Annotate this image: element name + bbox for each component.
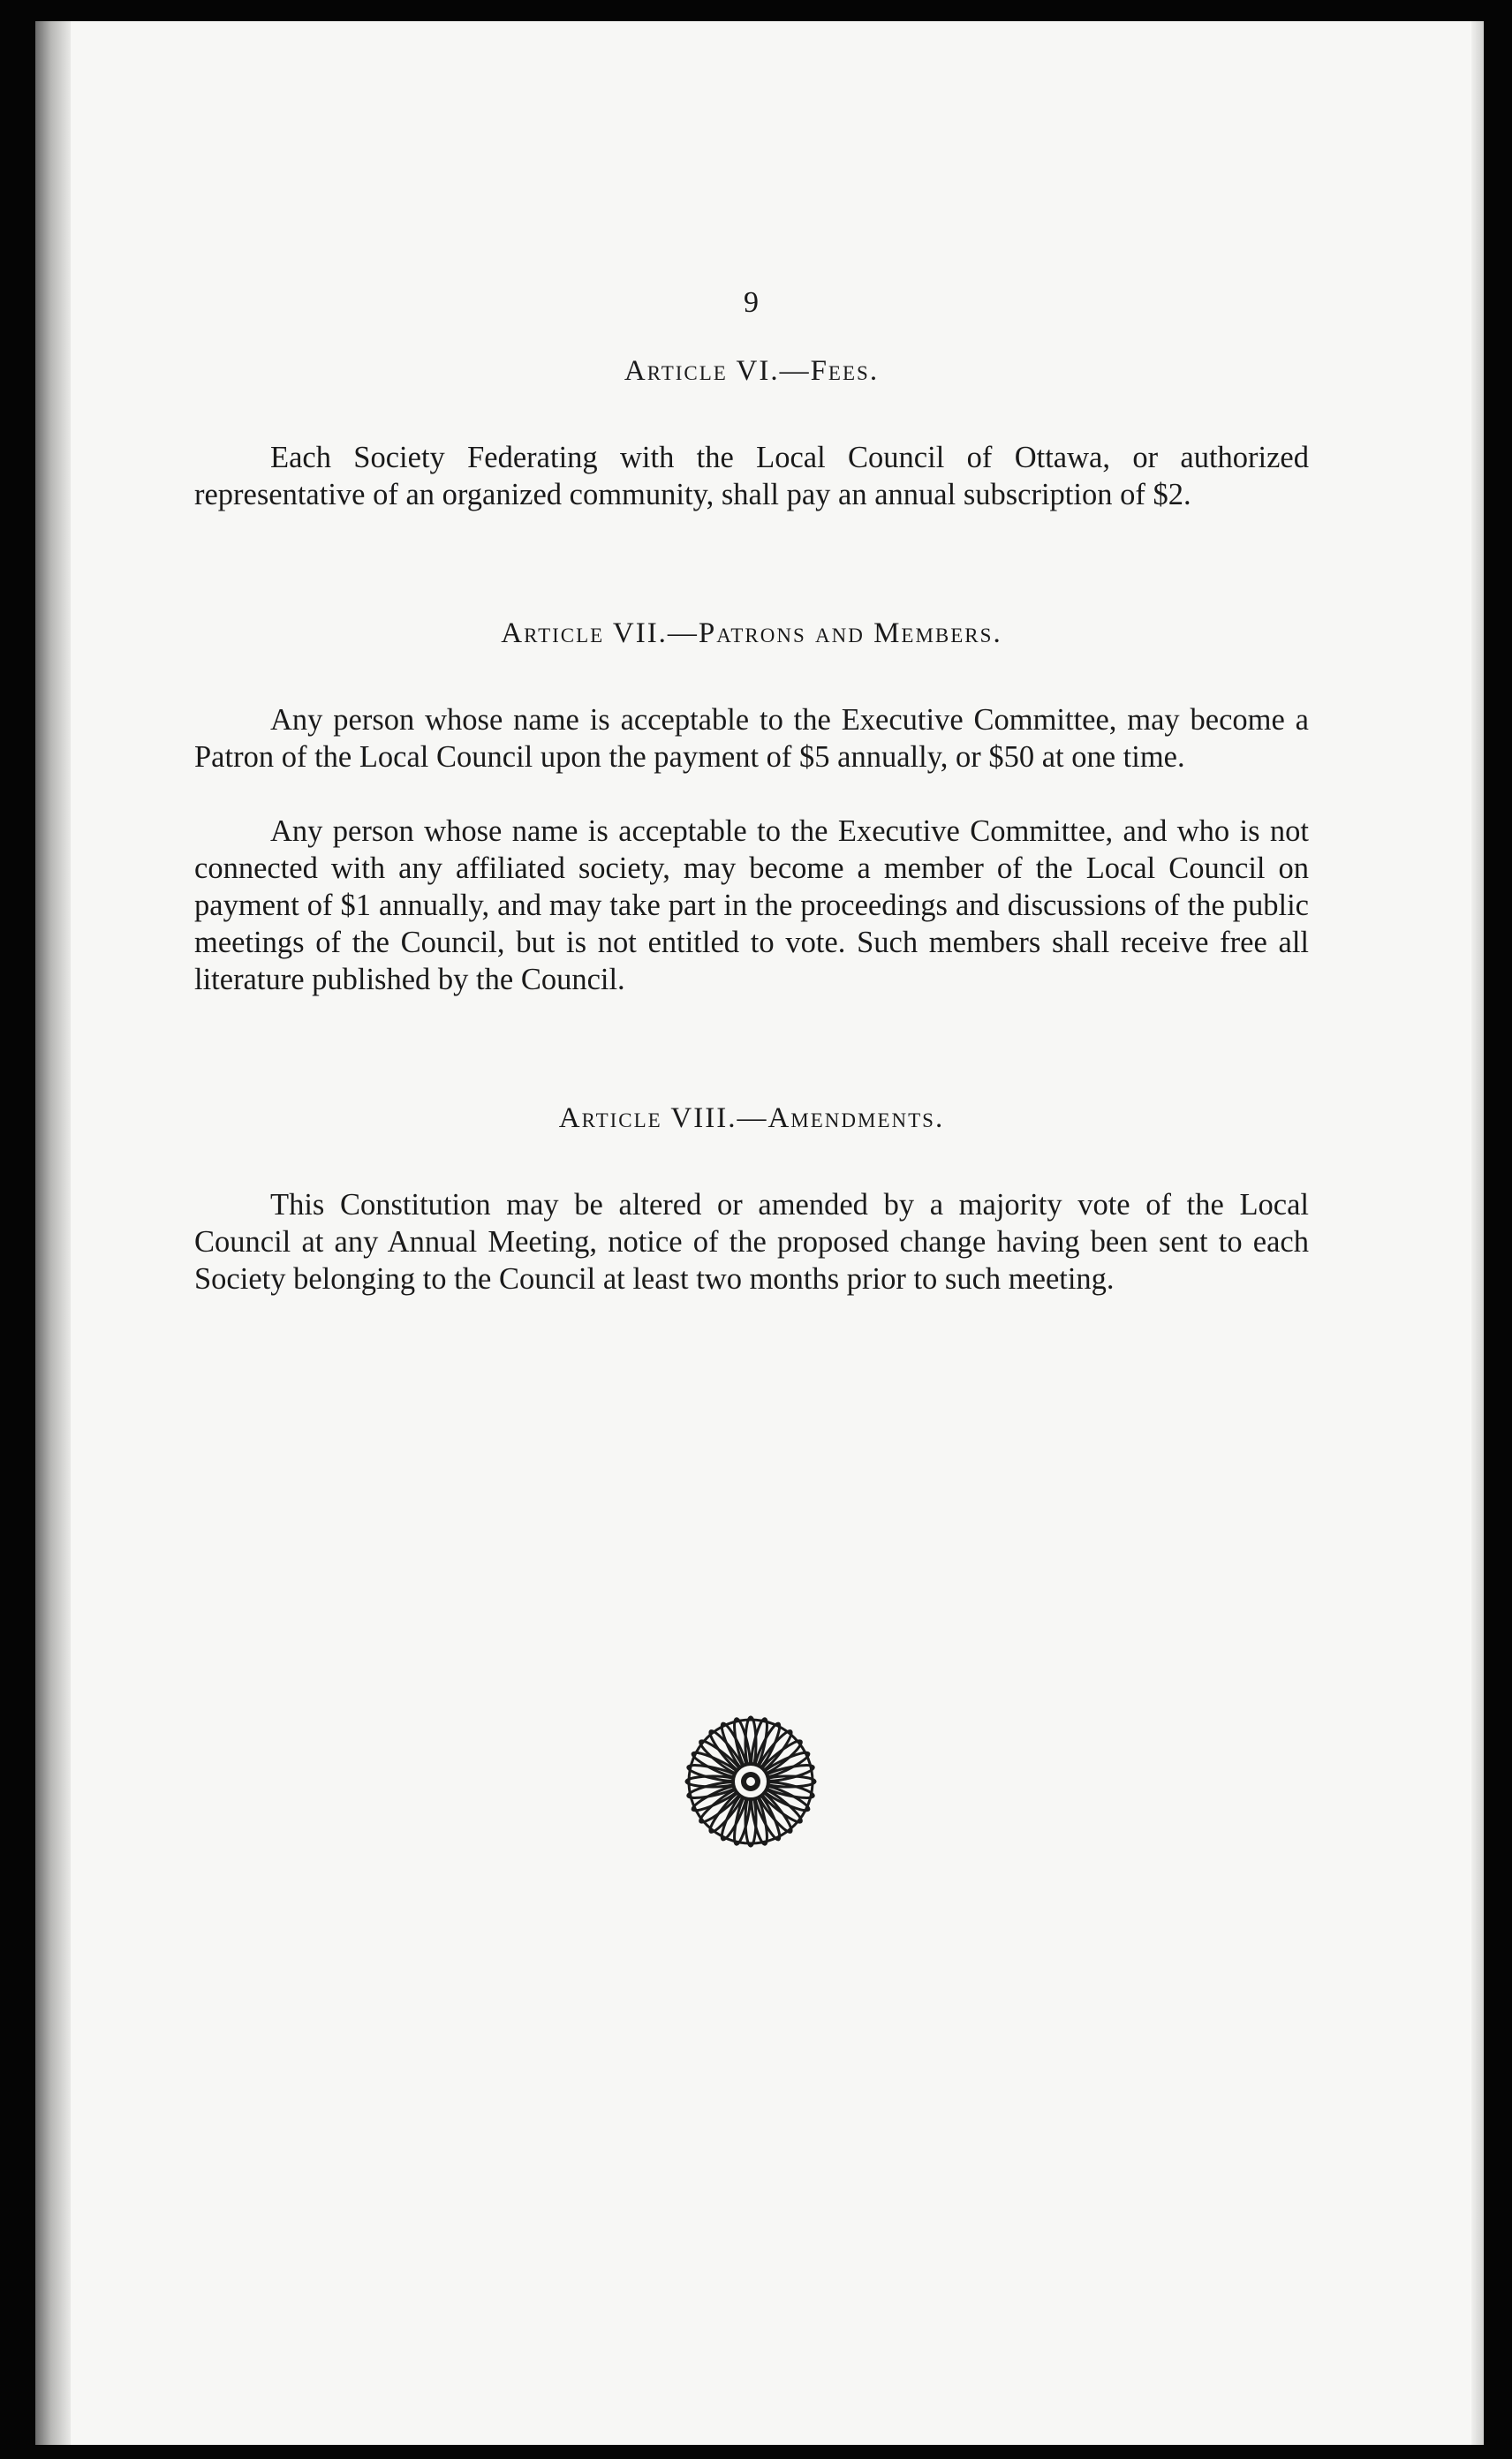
- article-vii-section: [194, 617, 1309, 998]
- article-vi-heading: Article VI.—Fees.: [624, 355, 880, 387]
- page-edge: [1471, 21, 1484, 2445]
- article-vii-heading: Article VII.—Patrons and Members.: [501, 617, 1002, 649]
- article-vi-paragraph: Each Society Federating with the Local Council of Ottawa, or authorized representative of an organized community, shall pay an annual subscription of $2.: [194, 441, 1309, 511]
- page-number: 9: [744, 286, 760, 319]
- article-viii-section: [194, 1102, 1309, 1298]
- daisy-rosette-icon: [684, 1715, 817, 1848]
- document-page: [35, 21, 1484, 2445]
- article-vii-paragraph-members: Any person whose name is acceptable to the Executive Committee, and who is not connected with any affiliated society, may become a member of the Local Council on payment of $1 annually, and may take part in the proceedings and discussions of the public meetings of the Council, but is not entitled to vote. Such members shall receive free all literature published by the Council.: [194, 814, 1309, 996]
- article-vii-paragraph-patrons: Any person whose name is acceptable to the Executive Committee, may become a Patron of the Local Council upon the payment of $5 annually, or $50 at one time.: [194, 703, 1309, 774]
- binding-gutter: [35, 21, 71, 2445]
- article-vi-section: [194, 355, 1309, 513]
- article-viii-heading: Article VIII.—Amendments.: [558, 1102, 945, 1134]
- page-content: [194, 286, 1309, 1298]
- article-viii-paragraph: This Constitution may be altered or amended by a majority vote of the Local Council at any Annual Meeting, notice of the proposed change having been sent to each Society belonging to the Council at least two months prior to such meeting.: [194, 1188, 1309, 1296]
